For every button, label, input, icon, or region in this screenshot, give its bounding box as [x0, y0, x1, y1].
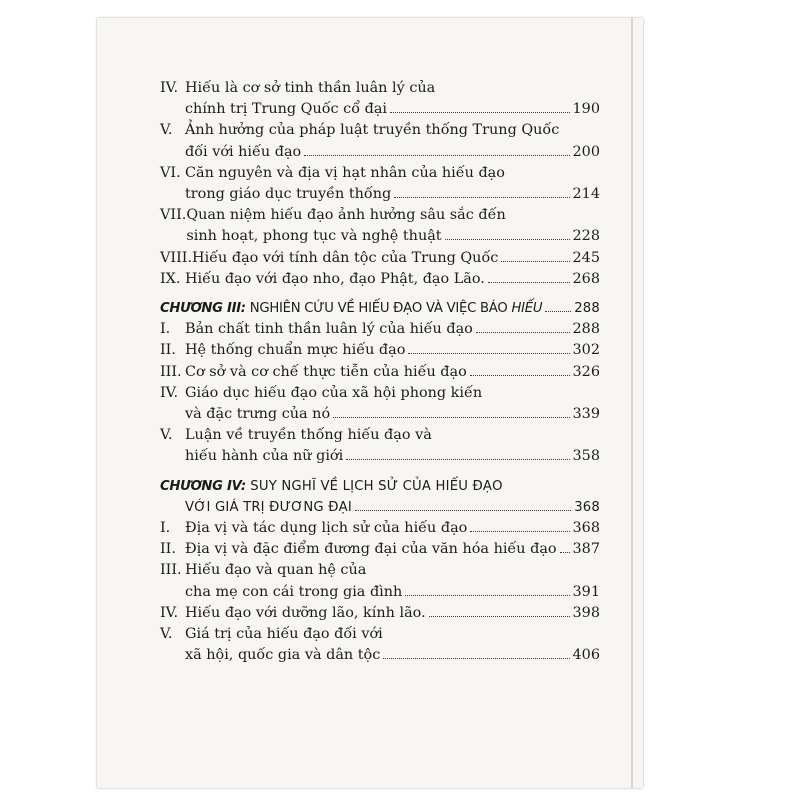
- toc-entry-number: IV.: [160, 604, 179, 621]
- toc-entry-title-line: Quan niệm hiếu đạo ảnh hưởng sâu sắc đến: [186, 207, 506, 224]
- toc-entry-title: Hiếu đạo với đạo nho, đạo Phật, đạo Lão.: [185, 270, 485, 287]
- chapter-4-label: CHƯƠNG IV:: [160, 478, 246, 494]
- toc-entry-page: 387: [572, 541, 600, 558]
- toc-entry-title: Bản chất tinh thần luân lý của hiếu đạo: [185, 321, 473, 338]
- dot-leader: [560, 552, 570, 553]
- toc-entry-number: II.: [160, 342, 176, 359]
- toc-entry: [160, 319, 600, 340]
- chapter-3-page: 288: [574, 301, 600, 317]
- toc-entry-number: VII.: [160, 207, 187, 224]
- toc-entry-title-line: Giá trị của hiếu đạo đối với: [185, 626, 383, 643]
- toc-entry-number: IV.: [160, 80, 179, 96]
- dot-leader: [390, 112, 570, 113]
- toc-entry: [160, 163, 600, 205]
- toc-entry-title-line: Luận về truyền thống hiếu đạo và: [185, 427, 432, 444]
- toc-entry-number: I.: [160, 520, 171, 537]
- toc-entry-title-line: Ảnh hưởng của pháp luật truyền thống Trung Quốc: [185, 122, 560, 139]
- toc-entry-title: Địa vị và tác dụng lịch sử của hiếu đạo: [185, 520, 468, 537]
- toc-entry-page: 288: [572, 321, 600, 338]
- toc-entry: [160, 78, 600, 120]
- dot-leader: [476, 332, 570, 333]
- dot-leader: [470, 531, 569, 532]
- toc-entry-page: 190: [572, 101, 600, 118]
- toc-entry-number: VIII.: [160, 249, 193, 266]
- toc-entry-page: 326: [572, 363, 600, 380]
- toc-entry-number: VI.: [160, 164, 181, 181]
- toc-entry-page: 406: [572, 647, 600, 664]
- toc-entry-page: 245: [572, 249, 600, 266]
- chapter-4-heading: [160, 476, 600, 518]
- toc-entry-number: II.: [160, 541, 176, 558]
- chapter-3-heading: [160, 298, 600, 319]
- toc-entry: [160, 205, 600, 247]
- toc-entry: [160, 624, 600, 666]
- toc-entry-title: trong giáo dục truyền thống: [185, 186, 392, 203]
- toc-entry-number: III.: [160, 562, 182, 579]
- toc-entry-title: xã hội, quốc gia và dân tộc: [185, 647, 381, 664]
- toc-entry-title: hiếu hành của nữ giới: [185, 448, 344, 465]
- dot-leader: [470, 375, 570, 376]
- toc-section-chapter-2-continued: [160, 78, 600, 290]
- toc-section-chapter-3: [160, 319, 600, 467]
- toc-entry-number: V.: [160, 427, 173, 444]
- dot-leader: [429, 616, 570, 617]
- toc-entry-page: 339: [572, 406, 600, 423]
- table-of-contents: [160, 78, 600, 666]
- toc-entry: [160, 603, 600, 624]
- dot-leader: [501, 261, 569, 262]
- toc-entry-title: Địa vị và đặc điểm đương đại của văn hóa hiếu đạo: [185, 541, 557, 558]
- toc-entry: [160, 362, 600, 383]
- toc-entry-title: cha mẹ con cái trong gia đình: [185, 583, 403, 600]
- toc-entry: [160, 120, 600, 162]
- toc-entry-number: III.: [160, 363, 182, 380]
- toc-entry-title: Hệ thống chuẩn mực hiếu đạo: [185, 342, 406, 359]
- toc-entry: [160, 518, 600, 539]
- toc-entry: [160, 269, 600, 290]
- toc-entry-page: 214: [572, 186, 600, 203]
- toc-entry-page: 200: [572, 143, 600, 160]
- toc-entry: [160, 425, 600, 467]
- toc-entry-title-line: Hiếu là cơ sở tinh thần luân lý của: [185, 80, 436, 96]
- chapter-3-label: CHƯƠNG III:: [160, 301, 246, 317]
- page-edge: [631, 18, 633, 788]
- toc-entry-page: 398: [572, 604, 600, 621]
- toc-entry-page: 302: [572, 342, 600, 359]
- toc-entry-title: Cơ sở và cơ chế thực tiễn của hiếu đạo: [185, 363, 467, 380]
- toc-entry-page: 268: [572, 270, 600, 287]
- chapter-3-title-italic: HIẾU: [511, 301, 543, 317]
- toc-entry: [160, 539, 600, 560]
- dot-leader: [394, 197, 569, 198]
- dot-leader: [408, 353, 569, 354]
- dot-leader: [304, 155, 569, 156]
- toc-entry-title: và đặc trưng của nó: [185, 406, 331, 423]
- toc-entry: [160, 340, 600, 361]
- toc-entry: [160, 560, 600, 602]
- toc-entry-title: Hiếu đạo với dưỡng lão, kính lão.: [185, 604, 426, 621]
- toc-entry-number: IX.: [160, 270, 181, 287]
- toc-entry-title: đối với hiếu đạo: [185, 143, 302, 160]
- toc-entry-number: I.: [160, 321, 171, 338]
- toc-entry-number: IV.: [160, 384, 179, 401]
- toc-section-chapter-4: [160, 518, 600, 666]
- chapter-4-title-line1: SUY NGHĨ VỀ LỊCH SỬ CỦA HIẾU ĐẠO: [250, 478, 503, 494]
- chapter-4-title-line2: VỚI GIÁ TRỊ ĐƯƠNG ĐẠI: [185, 499, 352, 515]
- dot-leader: [488, 282, 570, 283]
- toc-entry-page: 228: [572, 228, 600, 245]
- toc-entry: [160, 248, 600, 269]
- chapter-3-title: NGHIÊN CỨU VỀ HIẾU ĐẠO VÀ VIỆC BÁO: [249, 301, 508, 317]
- toc-entry-title-line: Căn nguyên và địa vị hạt nhân của hiếu đạo: [185, 164, 505, 181]
- dot-leader: [445, 239, 570, 240]
- dot-leader: [405, 595, 569, 596]
- toc-entry-page: 358: [572, 448, 600, 465]
- toc-entry: [160, 383, 600, 425]
- toc-entry-page: 368: [572, 520, 600, 537]
- toc-entry-title: chính trị Trung Quốc cổ đại: [185, 101, 388, 118]
- toc-entry-title: sinh hoạt, phong tục và nghệ thuật: [186, 228, 442, 245]
- toc-entry-page: 391: [572, 583, 600, 600]
- toc-entry-number: V.: [160, 626, 173, 643]
- toc-entry-title: Hiếu đạo với tính dân tộc của Trung Quốc: [192, 249, 499, 266]
- toc-entry-number: V.: [160, 122, 173, 139]
- toc-entry-title-line: Giáo dục hiếu đạo của xã hội phong kiến: [185, 384, 483, 401]
- chapter-4-page: 368: [574, 499, 600, 515]
- dot-leader: [346, 459, 569, 460]
- toc-entry-title-line: Hiếu đạo và quan hệ của: [185, 562, 367, 579]
- dot-leader: [383, 658, 569, 659]
- dot-leader: [333, 417, 569, 418]
